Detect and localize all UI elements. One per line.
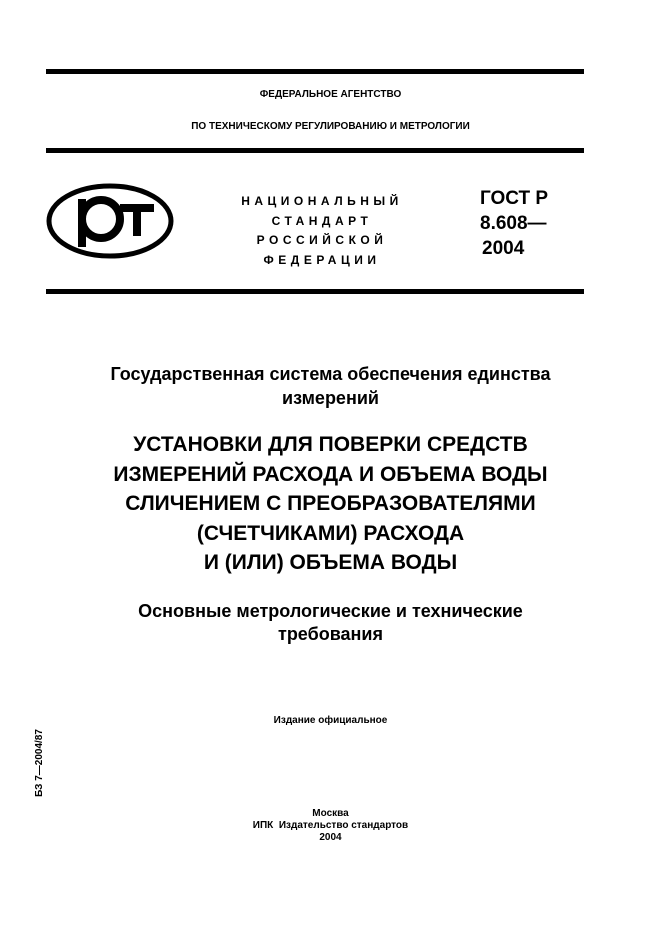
subtitle2-line: требования [278,624,383,644]
footer-year: 2004 [319,832,342,843]
national-standard-line: НАЦИОНАЛЬНЫЙ [241,194,403,208]
designation-line: ГОСТ Р [480,188,549,209]
title-line: И (ИЛИ) ОБЪЕМА ВОДЫ [203,551,458,574]
header-bottom-rule [46,289,584,294]
requirements-subtitle [0,600,661,646]
system-subtitle [0,362,661,410]
agency-line-2: ПО ТЕХНИЧЕСКОМУ РЕГУЛИРОВАНИЮ И МЕТРОЛОГИИ [191,121,470,132]
document-title [0,430,661,578]
footer-publisher: ИПК Издательство стандартов [252,820,409,831]
side-code: БЗ 7—2004/87 [34,729,45,797]
agency-line-1: ФЕДЕРАЛЬНОЕ АГЕНТСТВО [259,89,402,100]
title-line: СЛИЧЕНИЕМ С ПРЕОБРАЗОВАТЕЛЯМИ [125,492,536,515]
edition-label: Издание официальное [273,715,388,726]
subtitle2-line: Основные метрологические и технические [138,601,523,621]
designation-line: 2004 [482,238,525,259]
title-line: (СЧЕТЧИКАМИ) РАСХОДА [196,521,465,545]
subtitle-line: измерений [282,388,379,408]
top-rule [46,69,584,74]
gost-r-emblem-icon [46,183,174,259]
title-line: УСТАНОВКИ ДЛЯ ПОВЕРКИ СРЕДСТВ [133,433,528,456]
footer-city: Москва [312,808,349,819]
national-standard-line: ФЕДЕРАЦИИ [263,252,381,267]
national-standard-line: СТАНДАРТ [271,213,373,228]
subtitle-line: Государственная система обеспечения единства [110,364,551,384]
header-rule [46,148,584,153]
standard-designation [480,186,548,261]
national-standard-line: РОССИЙСКОЙ [256,233,388,247]
publication-footer [0,808,661,844]
title-line: ИЗМЕРЕНИЙ РАСХОДА И ОБЪЕМА ВОДЫ [113,462,548,486]
national-standard-block [232,192,412,270]
designation-line: 8.608— [480,213,547,234]
